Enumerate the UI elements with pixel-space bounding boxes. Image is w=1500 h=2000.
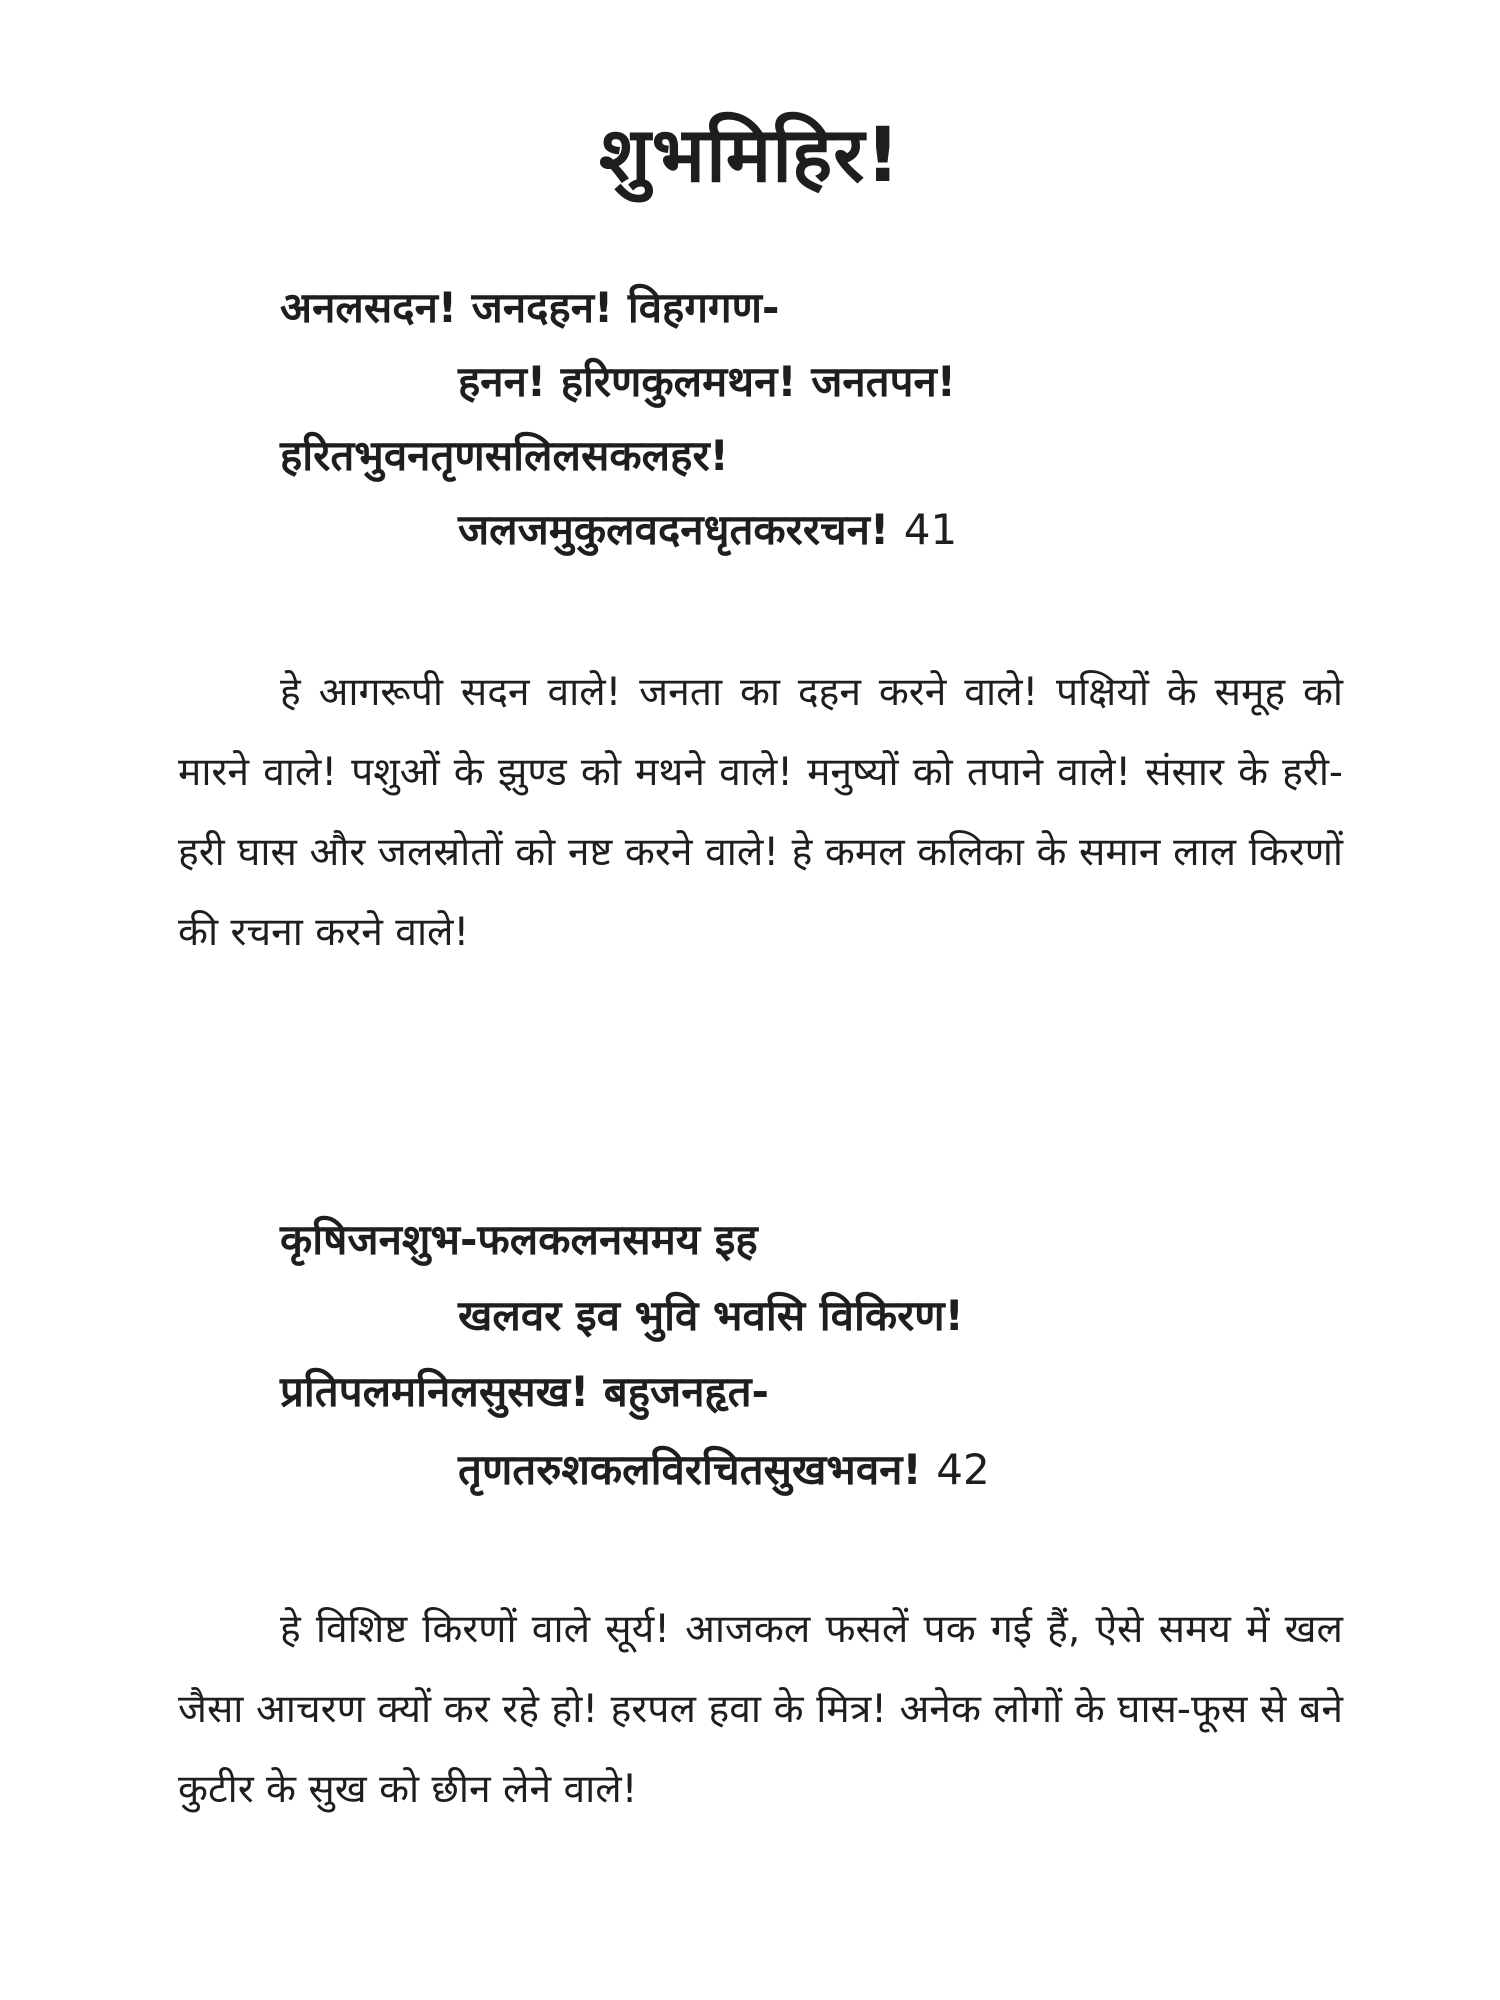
verse-number-42: 42 [936,1445,990,1494]
verse-42-line-1: कृषिजनशुभ-फलकलनसमय इह [280,1215,758,1264]
verse-41-line-1: अनलसदन! जनदहन! विहगगण- [280,283,780,332]
verse-41-line-3: हरितभुवनतृणसलिलसकलहर! [280,431,729,480]
verse-42-line-4 [458,1440,990,1500]
page-title: शुभमिहिर! [598,110,902,199]
verse-41-line-2: हनन! हरिणकुलमथन! जनतपन! [458,357,956,406]
verse-42-line-2: खलवर इव भुवि भवसि विकिरण! [458,1291,964,1340]
translation-42: हे विशिष्ट किरणों वाले सूर्य! आजकल फसलें पक गई हैं, ऐसे समय में खल जैसा आचरण क्यों कर रहे हो! हरपल हवा के मित्र! अनेक लोगों के घास-फूस से बने कुटीर के सुख को छीन लेने वाले! [178,1607,1343,1812]
verse-42-line-4-text: तृणतरुशकलविरचितसुखभवन! [458,1445,922,1494]
verse-42-line-3: प्रतिपलमनिलसुसख! बहुजनहृत- [280,1367,769,1416]
verse-number-41: 41 [903,505,958,554]
verse-41-line-4 [458,500,957,560]
verse-41-line-4-text: जलजमुकुलवदनधृतकररचन! [458,505,890,554]
translation-41: हे आगरूपी सदन वाले! जनता का दहन करने वाले! पक्षियों के समूह को मारने वाले! पशुओं के झुण्ड को मथने वाले! मनुष्यों को तपाने वाले! संसार के हरी-हरी घास और जलस्रोतों को नष्ट करने वाले! हे कमल कलिका के समान लाल किरणों की रचना करने वाले! [178,670,1343,955]
